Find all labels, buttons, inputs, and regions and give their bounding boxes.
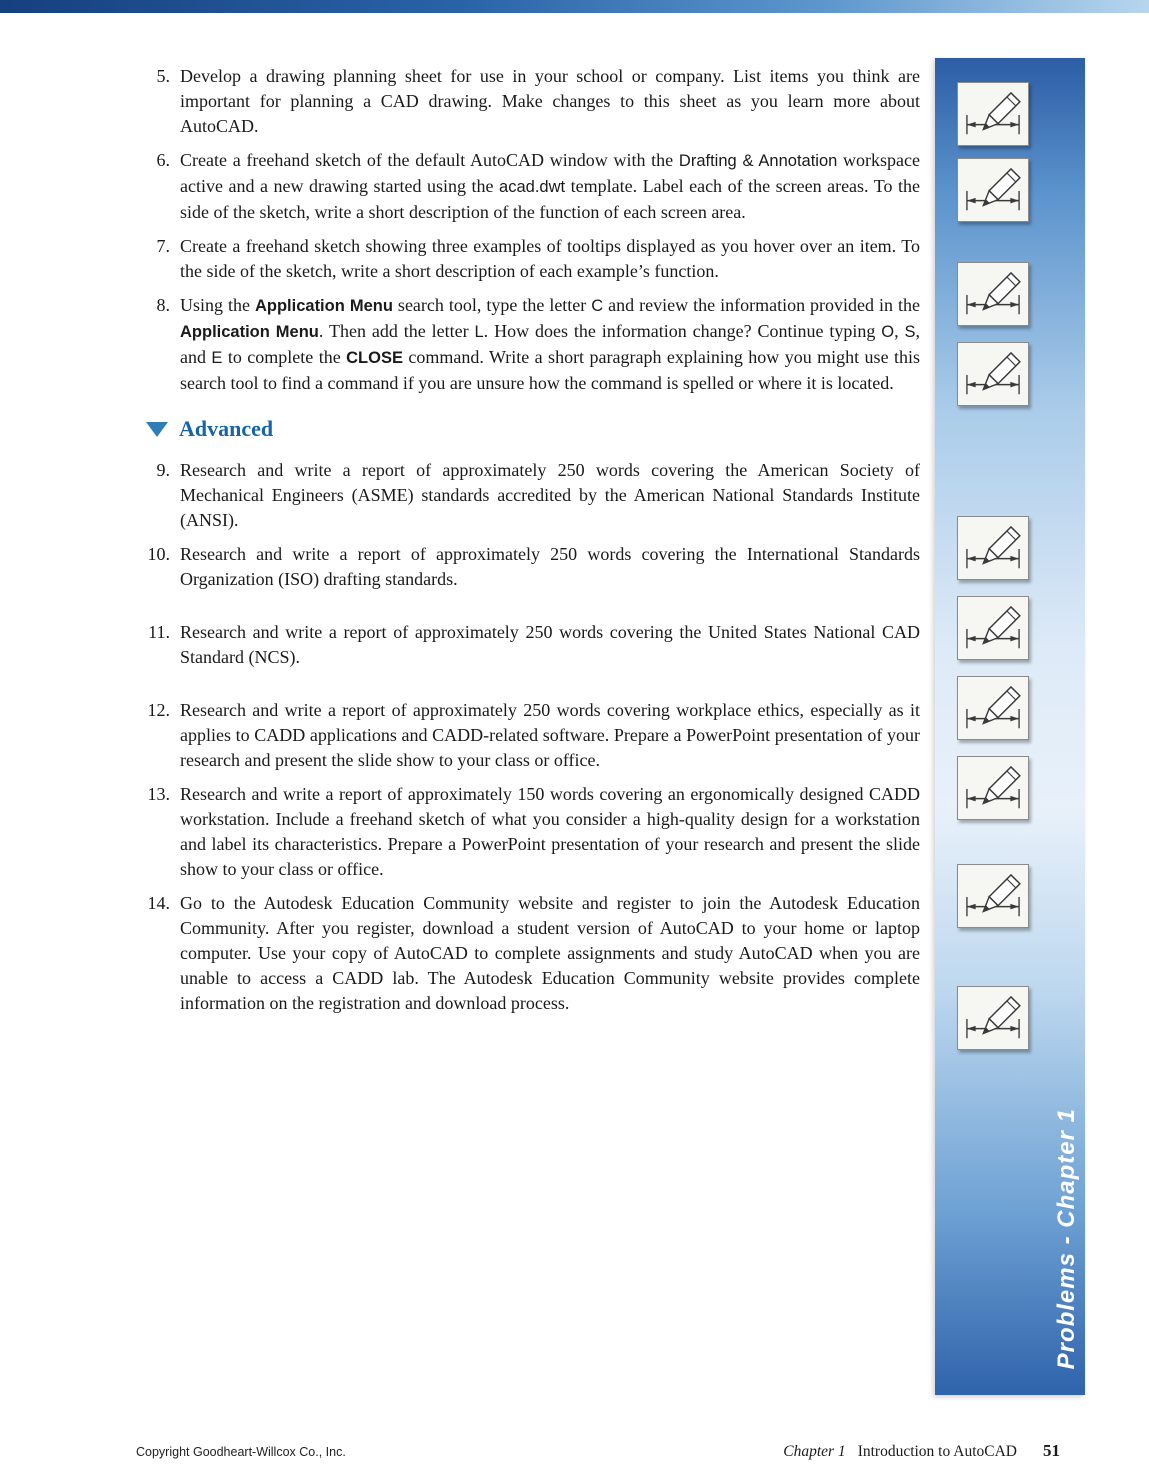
problem-number: 14. [147, 893, 170, 913]
problem-number: 11. [148, 622, 170, 642]
problem-icon [957, 82, 1029, 146]
drafting-pencil-icon [962, 868, 1024, 924]
problem-text: Create a freehand sketch showing three examples of tooltips displayed as you hover over an item. To the side of the sketch, write a short description of each example’s function. [180, 236, 920, 281]
problem-number: 10. [147, 544, 170, 564]
chapter-title: Introduction to AutoCAD [857, 1443, 1017, 1460]
drafting-pencil-icon [962, 162, 1024, 218]
advanced-section-label: Advanced [179, 416, 274, 441]
problem-item [136, 891, 920, 1016]
chapter-problems-sidebar [935, 58, 1085, 1395]
problem-text: Research and write a report of approximately 250 words covering the American Society of Mechanical Engineers (ASME) standards accredited by the American National Standards Institute (ANSI). [180, 460, 920, 530]
drafting-pencil-icon [962, 680, 1024, 736]
problem-number: 8. [156, 295, 170, 315]
problem-item [136, 698, 920, 773]
problems-chapter-tab-label: Problems - Chapter 1 [1053, 1107, 1080, 1369]
problem-icon [957, 864, 1029, 928]
problem-text: Using the Application Menu search tool, type the letter C and review the information provided in the Application Menu. Then add the letter L. How does the information change? Continue typing O, S, and E to complete the CLOSE command. Write a short paragraph explaining how you might use this search tool to find a command if you are unsure how the command is spelled or where it is located. [180, 295, 921, 393]
chapter-label: Chapter 1 [783, 1443, 846, 1460]
problem-icon [957, 262, 1029, 326]
copyright-text: Copyright Goodheart-Willcox Co., Inc. [136, 1445, 346, 1459]
drafting-pencil-icon [962, 520, 1024, 576]
triangle-down-icon [146, 422, 168, 437]
page-content [136, 64, 920, 1025]
problem-icon [957, 756, 1029, 820]
problems-list-advanced [136, 458, 920, 1016]
problem-item [136, 148, 920, 225]
problem-item [136, 458, 920, 533]
problem-icon [957, 986, 1029, 1050]
problem-icon [957, 676, 1029, 740]
problem-item [136, 782, 920, 882]
problem-item [136, 64, 920, 139]
problem-text: Go to the Autodesk Education Community website and register to join the Autodesk Education Community. After you register, download a student version of AutoCAD to your home or laptop computer. Use your copy of AutoCAD to complete assignments and study AutoCAD when you are unable to access a CADD lab. The Autodesk Education Community website provides complete information on the registration and download process. [180, 893, 920, 1013]
problem-text: Research and write a report of approximately 250 words covering the United States National CAD Standard (NCS). [180, 622, 920, 667]
problem-item [136, 234, 920, 284]
problem-number: 6. [156, 150, 170, 170]
drafting-pencil-icon [962, 86, 1024, 142]
problems-list-basic [136, 64, 920, 396]
problem-number: 7. [156, 236, 170, 256]
drafting-pencil-icon [962, 600, 1024, 656]
problem-number: 12. [147, 700, 170, 720]
problem-number: 9. [156, 460, 170, 480]
drafting-pencil-icon [962, 346, 1024, 402]
problem-text: Develop a drawing planning sheet for use in your school or company. List items you think are important for planning a CAD drawing. Make changes to this sheet as you learn more about AutoCAD. [180, 66, 920, 136]
advanced-section-header [146, 416, 920, 442]
problem-text: Research and write a report of approximately 250 words covering the International Standards Organization (ISO) drafting standards. [180, 544, 920, 589]
drafting-pencil-icon [962, 760, 1024, 816]
drafting-pencil-icon [962, 266, 1024, 322]
top-accent-bar [0, 0, 1149, 13]
problem-item [136, 620, 920, 670]
drafting-pencil-icon [962, 990, 1024, 1046]
problem-item [136, 293, 920, 396]
problem-text: Research and write a report of approximately 150 words covering an ergonomically designed CADD workstation. Include a freehand sketch of what you consider a high-quality design for a workstation and label its characteristics. Prepare a PowerPoint presentation of your research and present the slide show to your class or office. [180, 784, 920, 879]
page-number: 51 [1043, 1441, 1060, 1460]
problem-icon [957, 516, 1029, 580]
problem-number: 5. [156, 66, 170, 86]
problem-text: Research and write a report of approximately 250 words covering workplace ethics, especially as it applies to CADD applications and CADD-related software. Prepare a PowerPoint presentation of your research and present the slide show to your class or office. [180, 700, 920, 770]
problem-text: Create a freehand sketch of the default AutoCAD window with the Drafting & Annotation workspace active and a new drawing started using the acad.dwt template. Label each of the screen areas. To the side of the sketch, write a short description of the function of each screen area. [180, 150, 921, 222]
problem-number: 13. [147, 784, 170, 804]
problem-icon [957, 342, 1029, 406]
page-footer [136, 1441, 1060, 1461]
problem-icon [957, 596, 1029, 660]
problem-item [136, 542, 920, 592]
footer-chapter-info [783, 1441, 1060, 1461]
problem-icon [957, 158, 1029, 222]
